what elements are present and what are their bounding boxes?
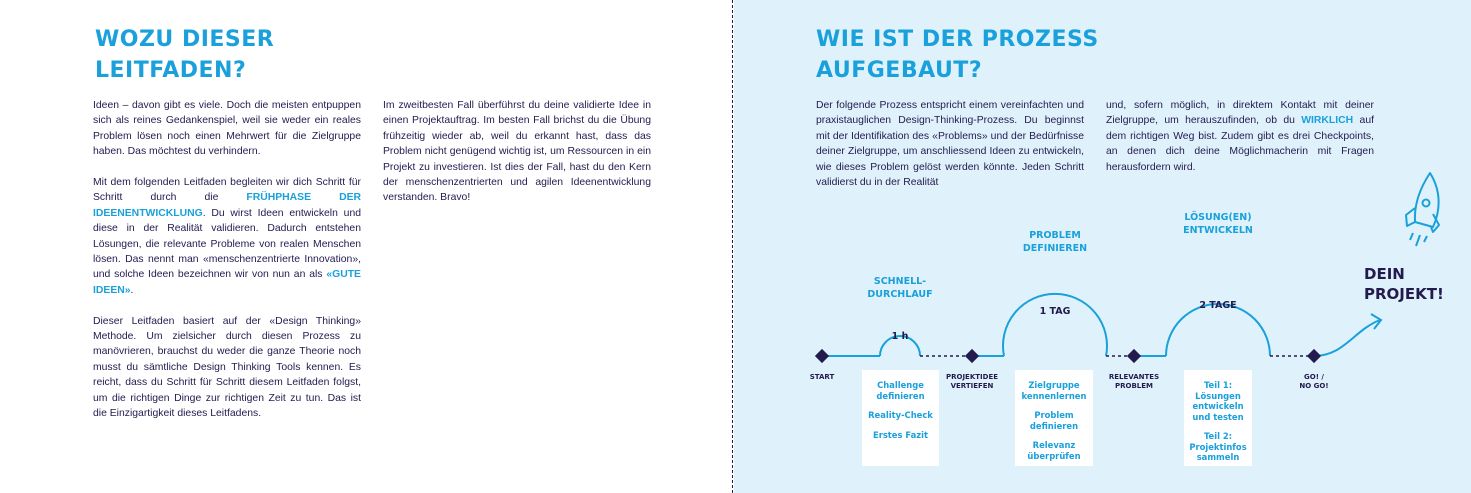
left-heading-line-1: WOZU DIESER [95,27,275,52]
milestone-projektidee-vertiefen [937,373,1007,391]
left-column-2 [383,98,651,221]
diamond-marker-icon [965,349,979,363]
arrow-right-icon [1314,320,1380,356]
text-run: . Du wirst Ideen entwickeln und diese in der Realität validieren. Dadurch entstehen Lösungen, die relevante Probleme von realen Menschen lösen. Das nennt man «menschenzentrierte Innovation», und solche Ideen bezeichnen wir von nun an als [93,207,361,281]
goal-dein-projekt [1364,264,1444,304]
page-fold-divider [732,0,733,493]
milestone-line: GO! / [1304,373,1324,381]
stage-title-line: DEFINIEREN [1022,243,1088,254]
stage-title-loesungen-entwickeln [1168,211,1268,237]
milestone-line: PROBLEM [1114,382,1153,390]
diamond-marker-icon [815,349,829,363]
milestone-line: RELEVANTES [1108,373,1160,381]
card-step: Challenge definieren [876,380,925,401]
card-step: Relevanz überprüfen [1027,440,1081,461]
stage-title-line: PROBLEM [1029,230,1081,241]
card-step: Teil 2: Projektinfos sammeln [1189,431,1247,462]
stage-title-line: LÖSUNG(EN) [1184,212,1252,223]
milestone-line: PROJEKTIDEE [945,373,999,381]
left-heading-line-2: LEITFADEN? [95,58,247,83]
goal-line: DEIN [1364,265,1405,283]
stage-title-problem-definieren [1005,229,1105,255]
stage-title-line: DURCHLAUF [867,289,933,300]
card-loesung-steps [1184,370,1252,466]
paragraph-intro: Ideen – davon gibt es viele. Doch die meisten entpuppen sich als reines Gedankenspiel, weil sie weder ein reales Problem lösen noch einen Mehrwert für die Zielgruppe haben. Das möchtest du verhindern. [93,100,361,158]
stage-title-schnelldurchlauf [850,275,950,301]
card-step: Erstes Fazit [872,429,929,440]
right-heading-line-1: WIE IST DER PROZESS [816,27,1099,52]
diamond-marker-icon [1307,349,1321,363]
goal-line: PROJEKT! [1364,285,1444,303]
milestone-go-no-go [1289,373,1339,391]
card-step: Reality-Check [868,410,933,420]
left-heading [95,24,274,86]
loop-loesungen-entwickeln [1166,304,1270,356]
left-page [0,0,732,493]
stage-title-line: ENTWICKELN [1183,225,1253,236]
left-column-1 [93,98,361,437]
text-run: auf dem richtigen Weg bist. Zudem gibt es drei Checkpoints, an denen dich deine Möglichmacherin mit Fragen herausfordern wird. [1106,115,1374,173]
paragraph-design-thinking: Dieser Leitfaden basiert auf der «Design Thinking» Methode. Um zielsicher durch diesen Prozess zu manövrieren, brauchst du weder die ganze Theorie noch musst du sämtliche Design Thinking Tools kennen. Es reicht, dass du Schritt für Schritt diesem Leitfaden folgst, um die richtigen Dinge zur richtigen Zeit zu tun. Das ist die Einzigartigkeit dieses Leitfadens. [93,315,361,420]
right-page [734,0,1471,493]
paragraph-guide [93,175,361,298]
card-problem-steps [1015,370,1093,466]
milestone-start [792,373,852,382]
highlight-gute-ideen: «GUTE IDEEN» [93,269,361,296]
right-heading-line-2: AUFGEBAUT? [816,58,983,83]
duration-problem-definieren: 1 TAG [1039,306,1071,317]
card-schnelldurchlauf-steps [862,370,939,466]
duration-loesungen-entwickeln: 2 TAGE [1199,300,1237,311]
loop-problem-definieren [1003,294,1107,356]
stage-title-line: SCHNELL- [873,276,927,287]
paragraph-process: Der folgende Prozess entspricht einem vereinfachten und praxistauglichen Design-Thinking-Prozess. Du beginnst mit der Identifikation des «Problems» und der Bedürfnisse deiner Zielgruppe, um anschliessend Ideen zu entwickeln, wie dieses Problem gelöst werden könnte. Jeden Schritt validierst du in der Realität [816,100,1084,189]
milestone-line: NO GO! [1299,382,1329,390]
card-step: Problem definieren [1029,410,1079,431]
card-step: Teil 1: Lösungen entwickeln und testen [1192,380,1244,422]
card-step: Zielgruppe kennenlernen [1021,380,1087,401]
paragraph-bravo: Im zweitbesten Fall überführst du deine validierte Idee in einen Projektauftrag. Im besten Fall brichst du die Übung frühzeitig wieder ab, weil du erkannt hast, dass das Problem nicht genügend wichtig ist, um Ressourcen in ein Projekt zu investieren. Ist dies der Fall, hast du den Kern der menschenzentrierten und agilen Ideenentwicklung verstanden. Bravo! [383,100,651,204]
rocket-icon [1406,173,1439,246]
text-run: und, sofern möglich, in direktem Kontakt mit deiner Zielgruppe, um herauszufinden, ob du [1106,100,1374,127]
milestone-relevantes-problem [1099,373,1169,391]
highlight-fruehphase: FRÜHPHASE DER IDEENENTWICKLUNG [93,192,362,219]
milestone-line: VERTIEFEN [950,382,994,390]
highlight-wirklich: WIRKLICH [1301,115,1354,127]
text-run: . [130,284,134,296]
milestone-line: START [809,373,835,381]
text-run: Mit dem folgenden Leitfaden begleiten wir dich Schritt für Schritt durch die [93,177,361,204]
duration-schnelldurchlauf: 1 h [891,331,909,342]
diamond-marker-icon [1127,349,1141,363]
